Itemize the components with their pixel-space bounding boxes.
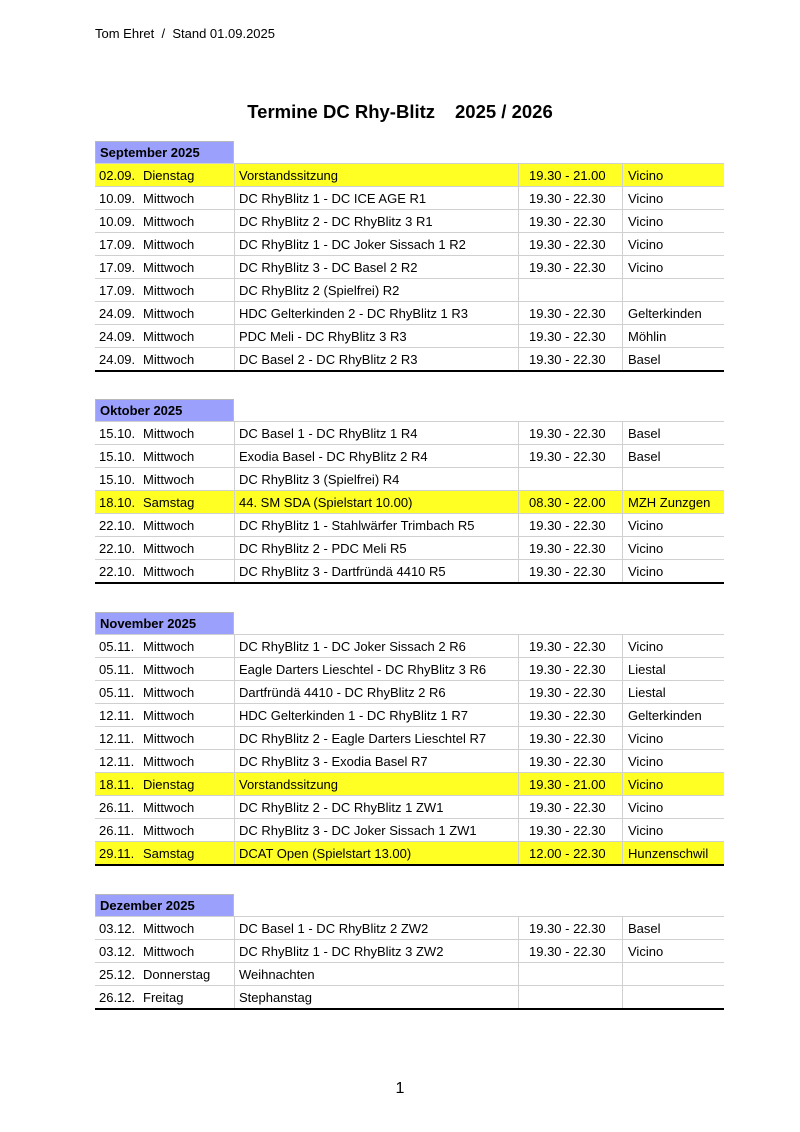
schedule-row	[95, 233, 724, 256]
event-time: 19.30 - 22.30	[519, 514, 623, 537]
event-place: Vicino	[623, 635, 725, 658]
schedule-row	[95, 256, 724, 279]
event-day: Freitag	[143, 989, 184, 1005]
event-time: 19.30 - 22.30	[519, 325, 623, 348]
event-day: Mittwoch	[143, 943, 195, 959]
month-header: November 2025	[95, 612, 234, 634]
event-day: Mittwoch	[143, 328, 195, 344]
event-time: 19.30 - 22.30	[519, 658, 623, 681]
event-day: Mittwoch	[143, 448, 195, 464]
event-day: Mittwoch	[143, 517, 195, 533]
event-day: Mittwoch	[143, 563, 195, 579]
event-date: 05.11.	[99, 638, 135, 654]
event-place: Vicino	[623, 750, 725, 773]
event-date: 05.11.	[99, 661, 135, 677]
date-cell	[95, 445, 235, 468]
date-cell	[95, 635, 235, 658]
schedule-row	[95, 422, 724, 445]
month-header: Oktober 2025	[95, 399, 234, 421]
event-name: DC Basel 1 - DC RhyBlitz 1 R4	[235, 422, 519, 445]
schedule-row	[95, 842, 724, 866]
date-cell	[95, 773, 235, 796]
event-place: Basel	[623, 445, 725, 468]
event-date: 17.09.	[99, 236, 136, 252]
event-time: 19.30 - 22.30	[519, 210, 623, 233]
event-time: 19.30 - 22.30	[519, 560, 623, 584]
date-cell	[95, 187, 235, 210]
event-date: 10.09.	[99, 190, 136, 206]
event-date: 22.10.	[99, 563, 136, 579]
event-time: 19.30 - 22.30	[519, 302, 623, 325]
event-place: Liestal	[623, 681, 725, 704]
schedule-row	[95, 635, 724, 658]
event-date: 24.09.	[99, 328, 136, 344]
event-day: Mittwoch	[143, 799, 195, 815]
schedule-table	[95, 634, 724, 866]
event-name: HDC Gelterkinden 2 - DC RhyBlitz 1 R3	[235, 302, 519, 325]
schedule-table	[95, 163, 724, 372]
event-date: 24.09.	[99, 305, 136, 321]
date-cell	[95, 256, 235, 279]
event-date: 18.10.	[99, 494, 136, 510]
date-cell	[95, 468, 235, 491]
event-place: Vicino	[623, 256, 725, 279]
schedule-row	[95, 750, 724, 773]
event-time: 19.30 - 22.30	[519, 681, 623, 704]
schedule-row	[95, 917, 724, 940]
event-day: Dienstag	[143, 167, 195, 183]
schedule-row	[95, 514, 724, 537]
date-cell	[95, 963, 235, 986]
date-cell	[95, 233, 235, 256]
event-date: 02.09.	[99, 167, 136, 183]
event-time: 19.30 - 22.30	[519, 704, 623, 727]
schedule-row	[95, 325, 724, 348]
event-name: DC RhyBlitz 1 - DC ICE AGE R1	[235, 187, 519, 210]
event-place: Gelterkinden	[623, 704, 725, 727]
date-cell	[95, 796, 235, 819]
event-name: DC RhyBlitz 3 - DC Basel 2 R2	[235, 256, 519, 279]
event-name: HDC Gelterkinden 1 - DC RhyBlitz 1 R7	[235, 704, 519, 727]
event-time	[519, 468, 623, 491]
event-place: Vicino	[623, 210, 725, 233]
section-november	[95, 612, 709, 866]
date-cell	[95, 514, 235, 537]
event-name: DC RhyBlitz 2 (Spielfrei) R2	[235, 279, 519, 302]
event-time: 08.30 - 22.00	[519, 491, 623, 514]
author-name: Tom Ehret	[95, 26, 155, 41]
schedule-row	[95, 727, 724, 750]
event-day: Mittwoch	[143, 213, 195, 229]
event-time: 19.30 - 22.30	[519, 537, 623, 560]
date-cell	[95, 940, 235, 963]
stand-date: Stand 01.09.2025	[172, 26, 275, 41]
schedule-row	[95, 302, 724, 325]
event-day: Mittwoch	[143, 684, 195, 700]
event-date: 26.12.	[99, 989, 136, 1005]
schedule-row	[95, 187, 724, 210]
event-place: Vicino	[623, 796, 725, 819]
event-name: Vorstandssitzung	[235, 164, 519, 187]
title-main: Termine DC Rhy-Blitz	[247, 101, 436, 122]
event-day: Mittwoch	[143, 920, 195, 936]
schedule-row	[95, 210, 724, 233]
event-time: 19.30 - 21.00	[519, 773, 623, 796]
schedule-row	[95, 468, 724, 491]
event-day: Mittwoch	[143, 282, 195, 298]
event-time: 19.30 - 22.30	[519, 422, 623, 445]
event-place	[623, 963, 725, 986]
event-place: Vicino	[623, 233, 725, 256]
event-place	[623, 986, 725, 1010]
event-date: 03.12.	[99, 920, 136, 936]
schedule-row	[95, 537, 724, 560]
event-place: Vicino	[623, 819, 725, 842]
date-cell	[95, 750, 235, 773]
event-place: Vicino	[623, 727, 725, 750]
event-day: Mittwoch	[143, 471, 195, 487]
date-cell	[95, 164, 235, 187]
event-place	[623, 468, 725, 491]
page-header	[95, 26, 275, 41]
event-place: Liestal	[623, 658, 725, 681]
schedule-row	[95, 963, 724, 986]
event-place: Vicino	[623, 514, 725, 537]
event-time: 19.30 - 22.30	[519, 796, 623, 819]
event-date: 24.09.	[99, 351, 136, 367]
event-place: Basel	[623, 422, 725, 445]
event-date: 22.10.	[99, 517, 136, 533]
event-place: Basel	[623, 917, 725, 940]
schedule-table	[95, 421, 724, 584]
schedule-row	[95, 704, 724, 727]
event-name: DC RhyBlitz 3 - DC Joker Sissach 1 ZW1	[235, 819, 519, 842]
event-name: Vorstandssitzung	[235, 773, 519, 796]
date-cell	[95, 325, 235, 348]
event-name: Stephanstag	[235, 986, 519, 1010]
event-date: 29.11.	[99, 845, 135, 861]
event-day: Mittwoch	[143, 305, 195, 321]
event-day: Mittwoch	[143, 425, 195, 441]
event-day: Mittwoch	[143, 540, 195, 556]
date-cell	[95, 986, 235, 1010]
event-day: Samstag	[143, 494, 195, 510]
event-date: 10.09.	[99, 213, 136, 229]
schedule-row	[95, 491, 724, 514]
event-time: 12.00 - 22.30	[519, 842, 623, 866]
event-place: Möhlin	[623, 325, 725, 348]
schedule-row	[95, 681, 724, 704]
event-time	[519, 963, 623, 986]
event-day: Dienstag	[143, 776, 195, 792]
event-time: 19.30 - 22.30	[519, 819, 623, 842]
event-name: 44. SM SDA (Spielstart 10.00)	[235, 491, 519, 514]
event-date: 17.09.	[99, 259, 136, 275]
event-date: 12.11.	[99, 730, 135, 746]
event-name: DC RhyBlitz 1 - Stahlwärfer Trimbach R5	[235, 514, 519, 537]
schedule-row	[95, 773, 724, 796]
event-time: 19.30 - 22.30	[519, 635, 623, 658]
schedule-row	[95, 819, 724, 842]
date-cell	[95, 279, 235, 302]
page-number: 1	[395, 1080, 405, 1097]
event-day: Mittwoch	[143, 236, 195, 252]
schedule-row	[95, 986, 724, 1010]
event-place: Vicino	[623, 773, 725, 796]
event-day: Mittwoch	[143, 707, 195, 723]
event-place	[623, 279, 725, 302]
section-dezember	[95, 894, 703, 1010]
event-place: Vicino	[623, 164, 725, 187]
date-cell	[95, 537, 235, 560]
event-name: DC RhyBlitz 2 - PDC Meli R5	[235, 537, 519, 560]
date-cell	[95, 842, 235, 866]
event-name: DC RhyBlitz 1 - DC RhyBlitz 3 ZW2	[235, 940, 519, 963]
date-cell	[95, 302, 235, 325]
event-day: Mittwoch	[143, 259, 195, 275]
event-time: 19.30 - 22.30	[519, 233, 623, 256]
event-name: DC RhyBlitz 2 - DC RhyBlitz 3 R1	[235, 210, 519, 233]
event-time: 19.30 - 22.30	[519, 348, 623, 372]
event-name: Exodia Basel - DC RhyBlitz 2 R4	[235, 445, 519, 468]
event-date: 18.11.	[99, 776, 135, 792]
event-time	[519, 279, 623, 302]
event-place: Hunzenschwil	[623, 842, 725, 866]
date-cell	[95, 348, 235, 372]
date-cell	[95, 210, 235, 233]
event-place: Basel	[623, 348, 725, 372]
event-date: 26.11.	[99, 799, 135, 815]
date-cell	[95, 917, 235, 940]
event-time: 19.30 - 22.30	[519, 256, 623, 279]
event-time: 19.30 - 21.00	[519, 164, 623, 187]
event-date: 26.11.	[99, 822, 135, 838]
event-name: DC RhyBlitz 1 - DC Joker Sissach 1 R2	[235, 233, 519, 256]
event-name: Weihnachten	[235, 963, 519, 986]
event-time: 19.30 - 22.30	[519, 940, 623, 963]
event-place: Gelterkinden	[623, 302, 725, 325]
schedule-row	[95, 164, 724, 187]
date-cell	[95, 681, 235, 704]
schedule-row	[95, 560, 724, 584]
event-name: DC RhyBlitz 3 (Spielfrei) R4	[235, 468, 519, 491]
page-title	[0, 101, 800, 123]
event-name: PDC Meli - DC RhyBlitz 3 R3	[235, 325, 519, 348]
event-date: 15.10.	[99, 471, 136, 487]
event-date: 22.10.	[99, 540, 136, 556]
schedule-row	[95, 940, 724, 963]
event-day: Donnerstag	[143, 966, 211, 982]
event-name: DCAT Open (Spielstart 13.00)	[235, 842, 519, 866]
event-place: Vicino	[623, 560, 725, 584]
event-name: DC Basel 1 - DC RhyBlitz 2 ZW2	[235, 917, 519, 940]
event-time	[519, 986, 623, 1010]
event-date: 15.10.	[99, 425, 136, 441]
event-name: Eagle Darters Lieschtel - DC RhyBlitz 3 R6	[235, 658, 519, 681]
event-name: DC Basel 2 - DC RhyBlitz 2 R3	[235, 348, 519, 372]
section-oktober	[95, 399, 711, 584]
event-date: 12.11.	[99, 753, 135, 769]
event-name: DC RhyBlitz 2 - Eagle Darters Lieschtel R7	[235, 727, 519, 750]
event-name: DC RhyBlitz 2 - DC RhyBlitz 1 ZW1	[235, 796, 519, 819]
event-place: Vicino	[623, 940, 725, 963]
schedule-row	[95, 279, 724, 302]
event-time: 19.30 - 22.30	[519, 187, 623, 210]
event-time: 19.30 - 22.30	[519, 445, 623, 468]
month-header: September 2025	[95, 141, 234, 163]
event-name: Dartfründä 4410 - DC RhyBlitz 2 R6	[235, 681, 519, 704]
event-date: 12.11.	[99, 707, 135, 723]
date-cell	[95, 727, 235, 750]
event-date: 15.10.	[99, 448, 136, 464]
event-time: 19.30 - 22.30	[519, 917, 623, 940]
event-day: Mittwoch	[143, 190, 195, 206]
date-cell	[95, 658, 235, 681]
schedule-table	[95, 916, 724, 1010]
event-day: Mittwoch	[143, 351, 195, 367]
event-name: DC RhyBlitz 3 - Exodia Basel R7	[235, 750, 519, 773]
date-cell	[95, 819, 235, 842]
event-date: 03.12.	[99, 943, 136, 959]
event-date: 25.12.	[99, 966, 136, 982]
schedule-row	[95, 796, 724, 819]
event-day: Mittwoch	[143, 661, 195, 677]
date-cell	[95, 491, 235, 514]
event-date: 17.09.	[99, 282, 136, 298]
event-date: 05.11.	[99, 684, 135, 700]
event-time: 19.30 - 22.30	[519, 727, 623, 750]
date-cell	[95, 704, 235, 727]
schedule-row	[95, 445, 724, 468]
header-separator: /	[161, 26, 166, 41]
date-cell	[95, 422, 235, 445]
schedule-row	[95, 348, 724, 372]
event-day: Mittwoch	[143, 822, 195, 838]
event-time: 19.30 - 22.30	[519, 750, 623, 773]
month-header: Dezember 2025	[95, 894, 234, 916]
event-name: DC RhyBlitz 3 - Dartfründä 4410 R5	[235, 560, 519, 584]
event-day: Samstag	[143, 845, 195, 861]
date-cell	[95, 560, 235, 584]
event-name: DC RhyBlitz 1 - DC Joker Sissach 2 R6	[235, 635, 519, 658]
event-day: Mittwoch	[143, 730, 195, 746]
event-place: Vicino	[623, 187, 725, 210]
section-september	[95, 141, 703, 372]
event-day: Mittwoch	[143, 753, 195, 769]
event-place: Vicino	[623, 537, 725, 560]
event-day: Mittwoch	[143, 638, 195, 654]
event-place: MZH Zunzgen	[623, 491, 725, 514]
title-season: 2025 / 2026	[455, 101, 553, 122]
schedule-row	[95, 658, 724, 681]
